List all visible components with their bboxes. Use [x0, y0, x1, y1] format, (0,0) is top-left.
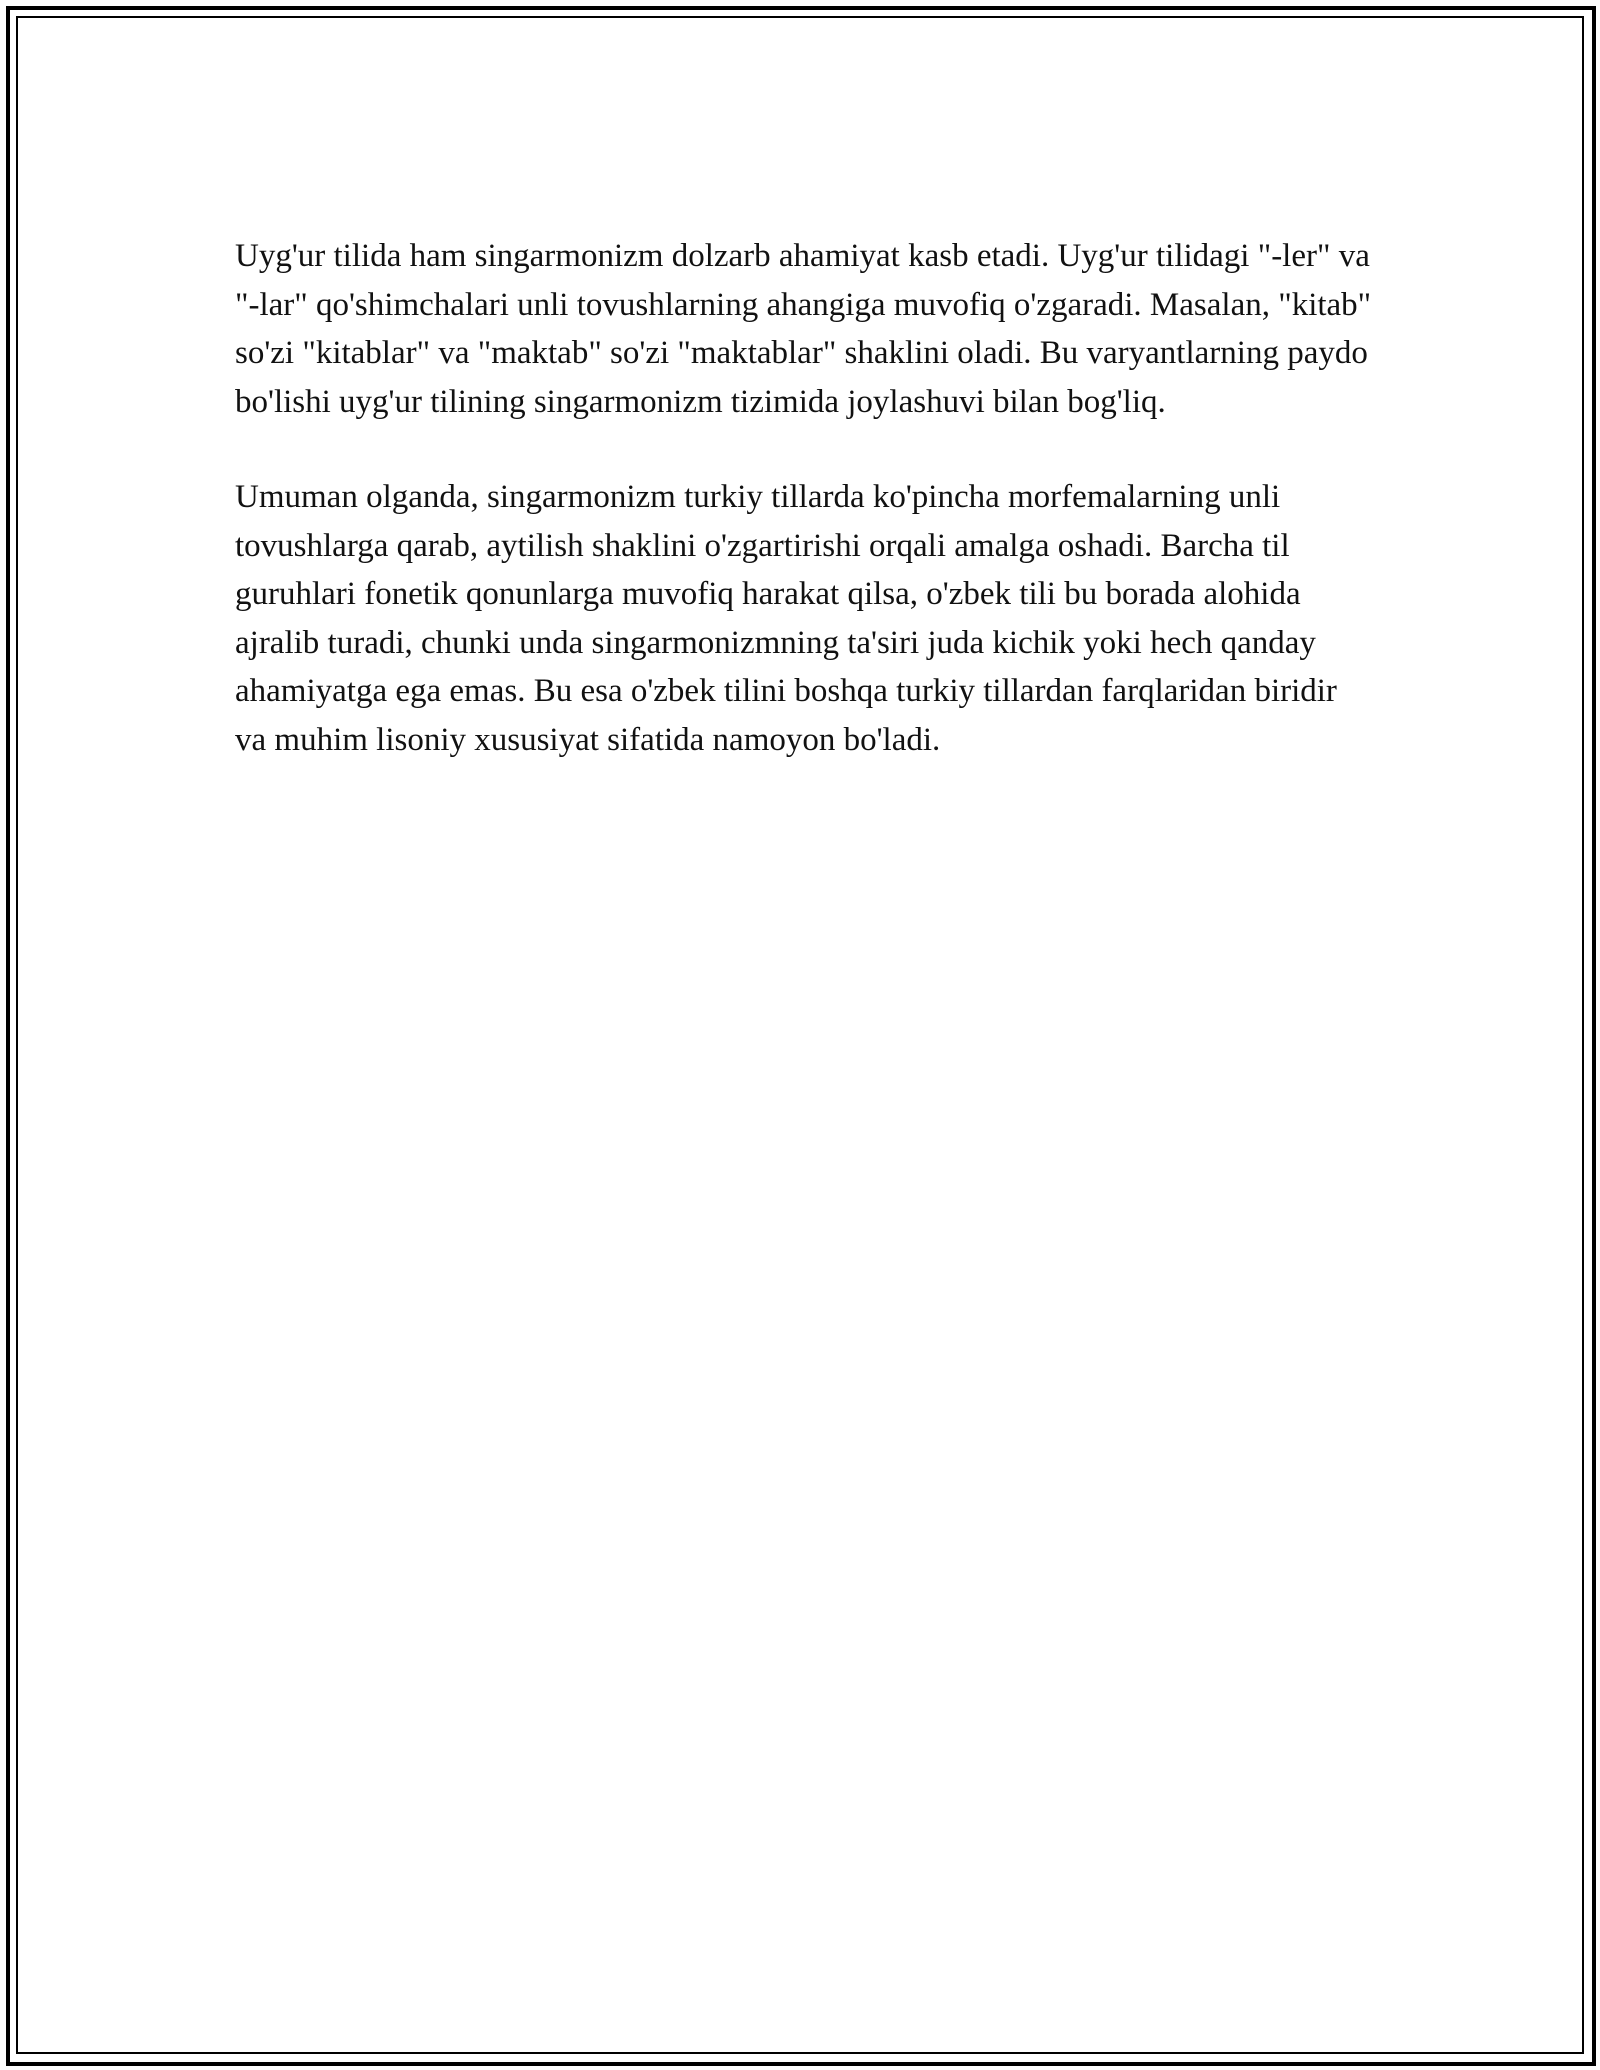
- document-body: [235, 232, 1375, 811]
- paragraph-conclusion: Umuman olganda, singarmonizm turkiy tillarda ko'pincha morfemalarning unli tovushlarga qarab, aytilish shaklini o'zgartirishi orqali amalga oshadi. Barcha til guruhlari fonetik qonunlarga muvofiq harakat qilsa, o'zbek tili bu borada alohida ajralib turadi, chunki unda singarmonizmning ta'siri juda kichik yoki hech qanday ahamiyatga ega emas. Bu esa o'zbek tilini boshqa turkiy tillardan farqlaridan biridir va muhim lisoniy xususiyat sifatida namoyon bo'ladi.: [235, 479, 1337, 758]
- paragraph-uyghur-singarmonizm: Uyg'ur tilida ham singarmonizm dolzarb ahamiyat kasb etadi. Uyg'ur tilidagi "-ler" va "-lar" qo'shimchalari unli tovushlarning ahangiga muvofiq o'zgaradi. Masalan, "kitab" so'zi "kitablar" va "maktab" so'zi "maktablar" shaklini oladi. Bu varyantlarning paydo bo'lishi uyg'ur tilining singarmonizm tizimida joylashuvi bilan bog'liq.: [235, 238, 1372, 420]
